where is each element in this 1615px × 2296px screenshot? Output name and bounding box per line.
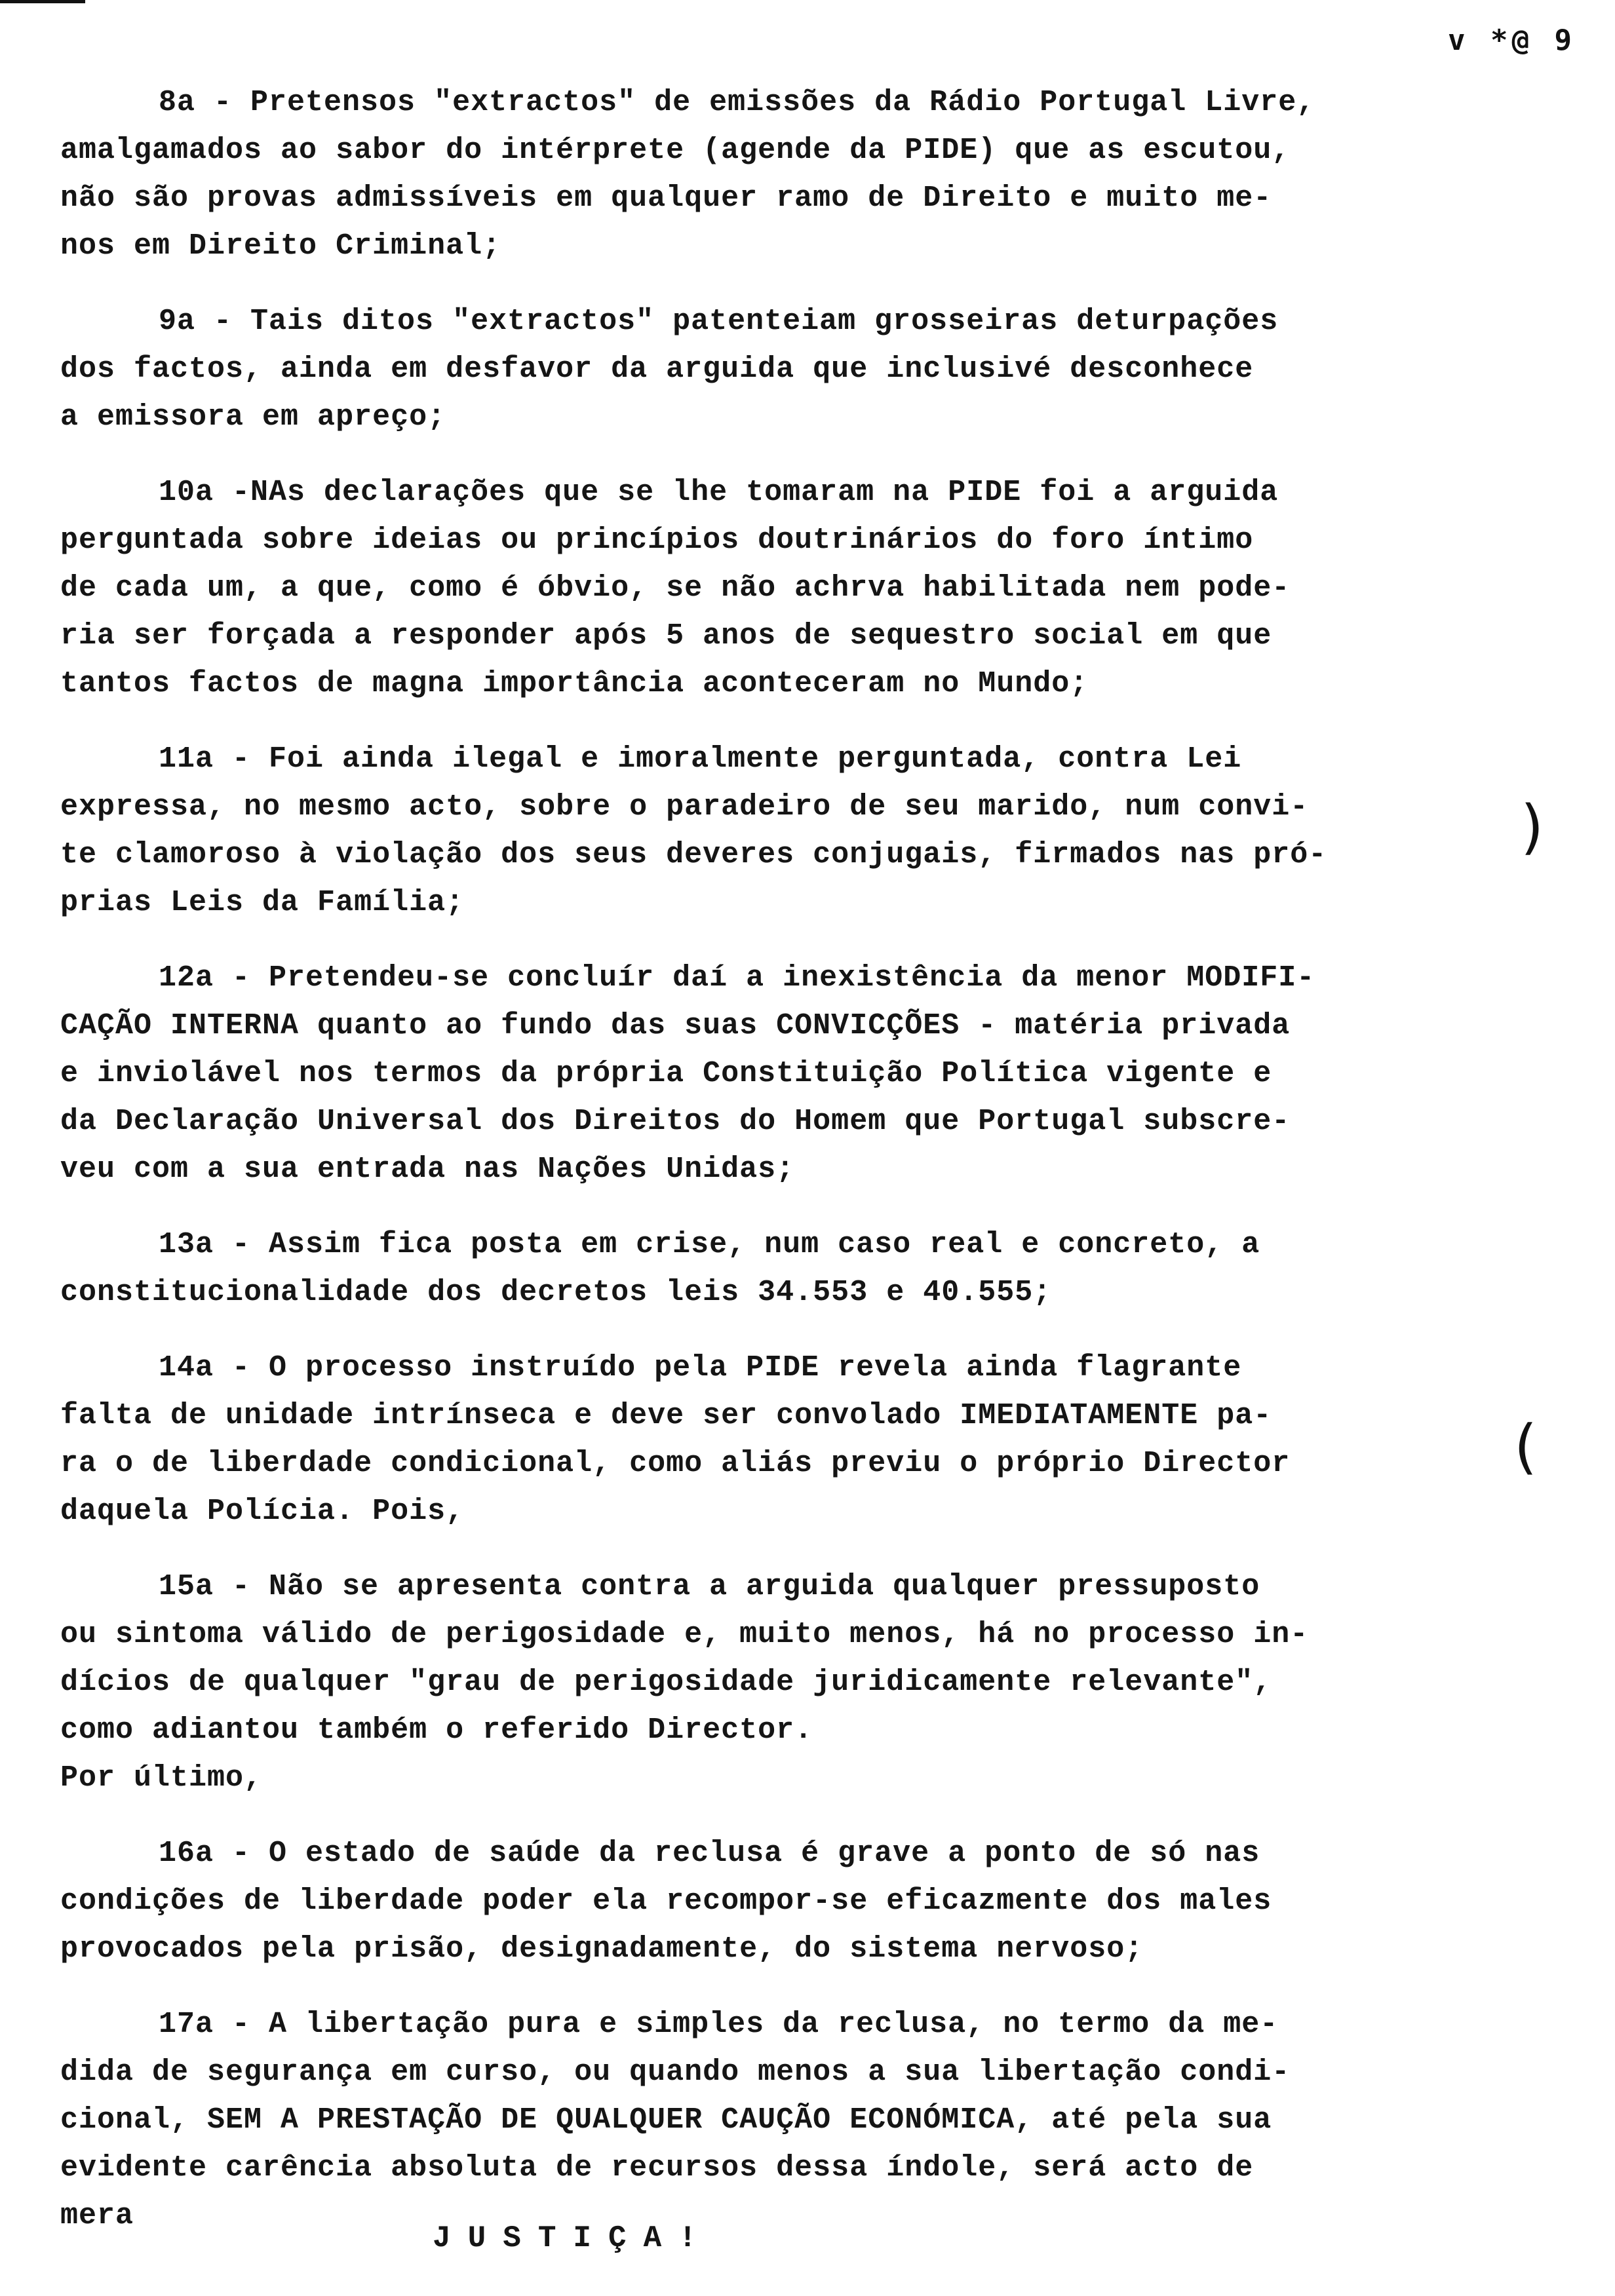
text-line: nos em Direito Criminal; [60, 229, 501, 263]
text-line: 15a - Não se apresenta contra a arguida qualquer pressuposto [159, 1570, 1260, 1603]
text-line: não são provas admissíveis em qualquer ramo de Direito e muito me- [60, 182, 1272, 215]
text-line: e inviolável nos termos da própria Constituição Política vigente e [60, 1057, 1272, 1090]
paragraph-10a [60, 469, 1437, 708]
text-line: dícios de qualquer "grau de perigosidade juridicamente relevante", [60, 1666, 1272, 1699]
punch-hole-mark: ) [1514, 1415, 1538, 1484]
paragraph-17a [60, 2000, 1437, 2240]
text-line: 9a - Tais ditos "extractos" patenteiam grosseiras deturpações [159, 305, 1279, 338]
text-line: daquela Polícia. Pois, [60, 1495, 465, 1528]
paragraph-11a [60, 735, 1437, 927]
page-mark: v *@ 9 [1448, 24, 1576, 57]
text-line: veu com a sua entrada nas Nações Unidas; [60, 1153, 795, 1186]
text-line: 13a - Assim fica posta em crise, num caso real e concreto, a [159, 1228, 1260, 1261]
text-line: evidente carência absoluta de recursos dessa índole, será acto de [60, 2151, 1254, 2185]
top-rule [0, 0, 85, 3]
text-line: Por último, [60, 1761, 263, 1795]
paragraph-9a [60, 297, 1437, 441]
text-line: perguntada sobre ideias ou princípios doutrinários do foro íntimo [60, 524, 1254, 557]
paragraph-14a [60, 1344, 1437, 1535]
text-line: amalgamados ao sabor do intérprete (agende da PIDE) que as escutou, [60, 134, 1291, 167]
text-line: como adiantou também o referido Director. [60, 1713, 813, 1747]
text-line: 12a - Pretendeu-se concluír daí a inexistência da menor MODIFI- [159, 961, 1315, 995]
paragraph-16a [60, 1829, 1437, 1973]
text-line: prias Leis da Família; [60, 886, 465, 919]
closing-exclamation: JUSTIÇA! [433, 2221, 714, 2255]
text-line: 8a - Pretensos "extractos" de emissões da Rádio Portugal Livre, [159, 86, 1315, 119]
text-line: 17a - A libertação pura e simples da reclusa, no termo da me- [159, 2008, 1279, 2041]
text-line: 14a - O processo instruído pela PIDE revela ainda flagrante [159, 1351, 1242, 1385]
paragraph-12a [60, 954, 1437, 1193]
paragraph-8a [60, 79, 1437, 270]
text-line: tantos factos de magna importância aconteceram no Mundo; [60, 667, 1089, 700]
text-line: te clamoroso à violação dos seus deveres conjugais, firmados nas pró- [60, 838, 1327, 871]
text-line: da Declaração Universal dos Direitos do Homem que Portugal subscre- [60, 1105, 1291, 1138]
text-line: ra o de liberdade condicional, como aliás previu o próprio Director [60, 1447, 1291, 1480]
punch-hole-mark: ) [1521, 793, 1544, 862]
text-line: mera [60, 2199, 134, 2232]
text-line: condições de liberdade poder ela recompor-se eficazmente dos males [60, 1885, 1272, 1918]
text-line: dida de segurança em curso, ou quando menos a sua libertação condi- [60, 2056, 1291, 2089]
paragraph-13a [60, 1221, 1437, 1316]
text-line: 16a - O estado de saúde da reclusa é grave a ponto de só nas [159, 1837, 1260, 1870]
text-line: constitucionalidade dos decretos leis 34.553 e 40.555; [60, 1276, 1052, 1309]
text-line: provocados pela prisão, designadamente, do sistema nervoso; [60, 1932, 1144, 1966]
paragraph-por-ultimo [60, 1754, 1437, 1802]
text-line: ou sintoma válido de perigosidade e, muito menos, há no processo in- [60, 1618, 1309, 1651]
text-line: ria ser forçada a responder após 5 anos de sequestro social em que [60, 619, 1272, 653]
document-body [60, 79, 1437, 2267]
text-line: cional, SEM A PRESTAÇÃO DE QUALQUER CAUÇÃO ECONÓMICA, até pela sua [60, 2103, 1272, 2137]
text-line: dos factos, ainda em desfavor da arguida que inclusivé desconhece [60, 353, 1254, 386]
text-line: CAÇÃO INTERNA quanto ao fundo das suas CONVICÇÕES - matéria privada [60, 1009, 1291, 1043]
text-line: expressa, no mesmo acto, sobre o paradeiro de seu marido, num convi- [60, 790, 1309, 824]
text-line: 10a -NAs declarações que se lhe tomaram na PIDE foi a arguida [159, 476, 1279, 509]
text-line: falta de unidade intrínseca e deve ser convolado IMEDIATAMENTE pa- [60, 1399, 1272, 1432]
paragraph-15a [60, 1563, 1437, 1754]
text-line: 11a - Foi ainda ilegal e imoralmente perguntada, contra Lei [159, 742, 1242, 776]
text-line: de cada um, a que, como é óbvio, se não achrva habilitada nem pode- [60, 571, 1291, 605]
text-line: a emissora em apreço; [60, 400, 446, 434]
